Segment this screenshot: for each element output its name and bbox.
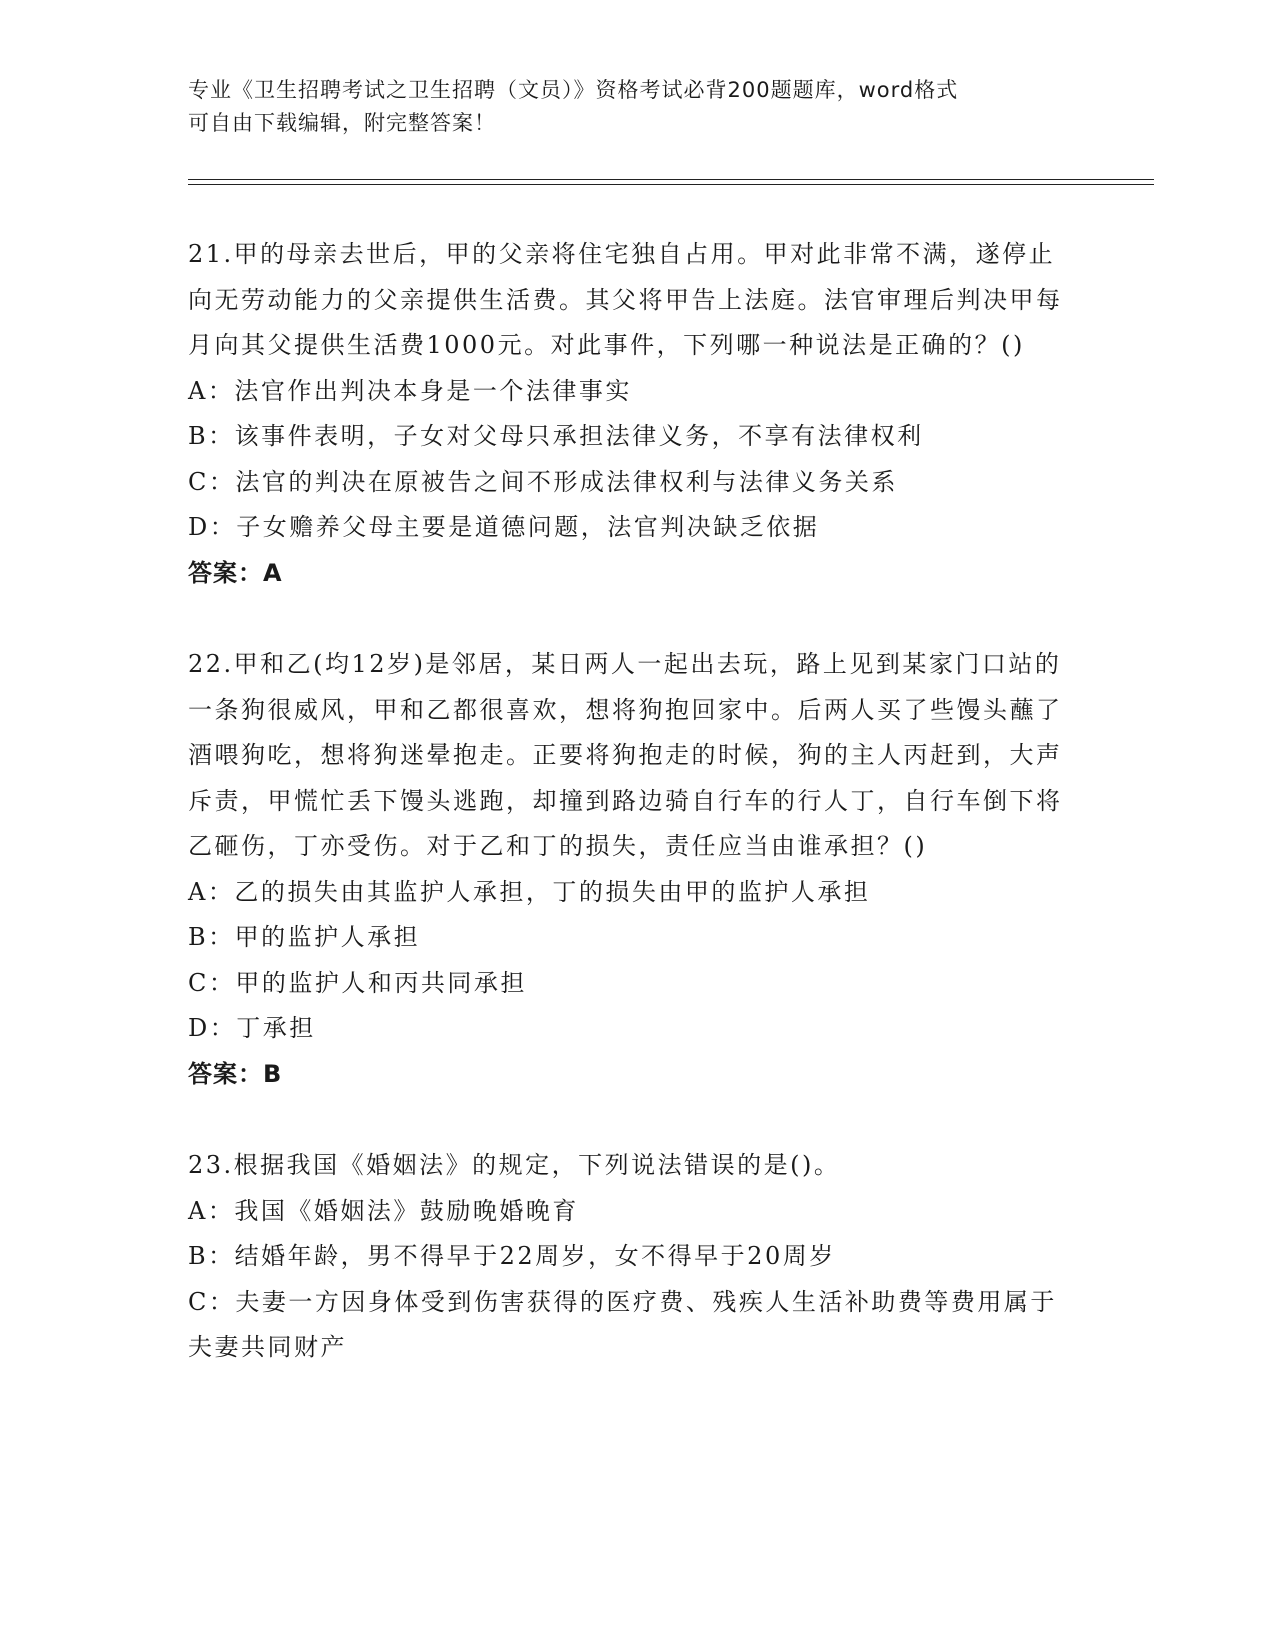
option-c: C：甲的监护人和丙共同承担: [188, 968, 527, 997]
option-d: D：子女赡养父母主要是道德问题，法官判决缺乏依据: [188, 513, 820, 541]
option-a: A：乙的损失由其监护人承担，丁的损失由甲的监护人承担: [188, 877, 871, 906]
option-b: B：该事件表明，子女对父母只承担法律义务，不享有法律权利: [188, 422, 924, 450]
header-divider-top: [188, 179, 1154, 180]
option-b: B：结婚年龄，男不得早于22周岁，女不得早于20周岁: [188, 1242, 836, 1270]
question-list: [188, 232, 1068, 1417]
option-a: A：我国《婚姻法》鼓励晚婚晚育: [188, 1196, 579, 1225]
header-title-line-2: 可自由下载编辑，附完整答案！: [188, 111, 496, 135]
header-divider-bottom: [188, 184, 1154, 185]
answer-label: 答案：A: [188, 558, 283, 587]
option-b: B：甲的监护人承担: [188, 923, 421, 951]
question-stem: 21.甲的母亲去世后，甲的父亲将住宅独自占用。甲对此非常不满，遂停止向无劳动能力的父亲提供生活费。其父将甲告上法庭。法官审理后判决甲每月向其父提供生活费1000元。对此事件，下列哪一种说法是正确的？(): [188, 240, 1063, 359]
option-a: A：法官作出判决本身是一个法律事实: [188, 376, 632, 405]
document-header: [188, 74, 1068, 140]
question-21: [188, 232, 1068, 596]
question-23: [188, 1143, 1068, 1371]
question-22: [188, 642, 1068, 1097]
answer-label: 答案：B: [188, 1059, 283, 1088]
question-stem: 23.根据我国《婚姻法》的规定，下列说法错误的是()。: [188, 1151, 841, 1179]
option-c: C：夫妻一方因身体受到伤害获得的医疗费、残疾人生活补助费等费用属于夫妻共同财产: [188, 1287, 1057, 1361]
header-title-line-1: 专业《卫生招聘考试之卫生招聘（文员）》资格考试必背200题题库，word格式: [188, 78, 959, 102]
question-stem: 22.甲和乙(均12岁)是邻居，某日两人一起出去玩，路上见到某家门口站的一条狗很威风，甲和乙都很喜欢，想将狗抱回家中。后两人买了些馒头蘸了酒喂狗吃，想将狗迷晕抱走。正要将狗抱走的时候，狗的主人丙赶到，大声斥责，甲慌忙丢下馒头逃跑，却撞到路边骑自行车的行人丁，自行车倒下将乙砸伤，丁亦受伤。对于乙和丁的损失，责任应当由谁承担？(): [188, 650, 1063, 860]
option-d: D：丁承担: [188, 1014, 316, 1042]
option-c: C：法官的判决在原被告之间不形成法律权利与法律义务关系: [188, 467, 898, 496]
